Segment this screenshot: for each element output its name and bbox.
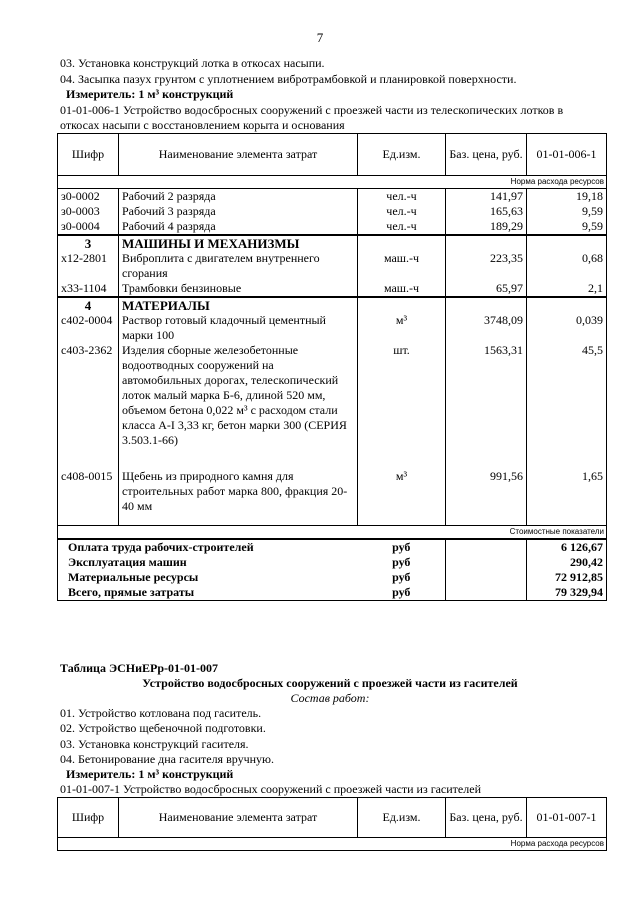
col-header-unit: Ед.изм. xyxy=(358,798,446,838)
total-row: Эксплуатация машин руб 290,42 xyxy=(58,555,607,570)
work-step: 04. Бетонирование дна гасителя вручную. xyxy=(60,752,275,766)
work-step: 02. Устройство щебеночной подготовки. xyxy=(60,721,266,735)
table-row: с403-2362 Изделия сборные железобетонные водоотводных сооружений на автомобильных дорогах, телескопический лоток малый марка Б-6, длиной 520 мм, объемом бетона 0,022 м³ с расходом стали класса А-I 3,33 кг, бетон марки 300 (СЕРИЯ 3.503.1-66) шт. 1563,31 45,5 xyxy=(58,343,607,469)
item-title-line1: 01-01-006-1 Устройство водосбросных сооружений с проезжей части из телескопических лотков в xyxy=(60,103,564,117)
table-row: с408-0015 Щебень из природного камня для строительных работ марка 800, фракция 20-40 мм м³ 991,56 1,65 xyxy=(58,469,607,525)
table-row: з0-0003 Рабочий 3 разряда чел.-ч 165,63 9,59 xyxy=(58,204,607,219)
total-row: Оплата труда рабочих-строителей руб 6 126,67 xyxy=(58,539,607,555)
table-row: х12-2801 Виброплита с двигателем внутреннего сгорания маш.-ч 223,35 0,68 xyxy=(58,251,607,281)
total-row: Всего, прямые затраты руб 79 329,94 xyxy=(58,585,607,601)
section-heading-materials: 4 МАТЕРИАЛЫ xyxy=(58,297,607,313)
work-step: 01. Устройство котлована под гаситель. xyxy=(60,706,262,720)
table-row: с402-0004 Раствор готовый кладочный цементный марки 100 м³ 3748,09 0,039 xyxy=(58,313,607,343)
col-header-norm-code: 01-01-007-1 xyxy=(527,798,607,838)
page-number: 7 xyxy=(316,30,324,45)
table-row: з0-0002 Рабочий 2 разряда чел.-ч 141,97 19,18 xyxy=(58,189,607,205)
section-heading-machines: 3 МАШИНЫ И МЕХАНИЗМЫ xyxy=(58,235,607,251)
resource-table-1 xyxy=(57,133,607,601)
composition-heading: Состав работ: xyxy=(290,691,370,705)
table2-title: Таблица ЭСНиЕРр-01-01-007 xyxy=(60,661,219,675)
norm-label: Норма расхода ресурсов xyxy=(58,838,607,851)
col-header-name: Наименование элемента затрат xyxy=(119,134,358,176)
resource-table-2 xyxy=(57,797,607,851)
work-step-04: 04. Засыпка пазух грунтом с уплотнением вибротрамбовкой и планировкой поверхности. xyxy=(60,72,517,86)
col-header-name: Наименование элемента затрат xyxy=(119,798,358,838)
table-row: х33-1104 Трамбовки бензиновые маш.-ч 65,97 2,1 xyxy=(58,281,607,297)
total-row: Материальные ресурсы руб 72 912,85 xyxy=(58,570,607,585)
measure-unit: Измеритель: 1 м³ конструкций xyxy=(66,767,234,781)
table-row: з0-0004 Рабочий 4 разряда чел.-ч 189,29 9,59 xyxy=(58,219,607,235)
table2-subtitle: Устройство водосбросных сооружений с проезжей части из гасителей xyxy=(142,676,518,690)
col-header-code: Шифр xyxy=(58,798,119,838)
item-title: 01-01-007-1 Устройство водосбросных сооружений с проезжей части из гасителей xyxy=(60,782,481,796)
norm-label: Норма расхода ресурсов xyxy=(58,176,607,189)
col-header-code: Шифр xyxy=(58,134,119,176)
measure-unit: Измеритель: 1 м³ конструкций xyxy=(66,87,234,101)
col-header-unit: Ед.изм. xyxy=(358,134,446,176)
work-step: 03. Установка конструкций гасителя. xyxy=(60,737,249,751)
col-header-price: Баз. цена, руб. xyxy=(446,798,527,838)
col-header-norm-code: 01-01-006-1 xyxy=(527,134,607,176)
cost-indicators-label: Стоимостные показатели xyxy=(58,525,607,539)
item-title-line2: откосах насыпи с восстановлением корыта и основания xyxy=(60,118,345,132)
work-step-03: 03. Установка конструкций лотка в откосах насыпи. xyxy=(60,56,325,70)
col-header-price: Баз. цена, руб. xyxy=(446,134,527,176)
